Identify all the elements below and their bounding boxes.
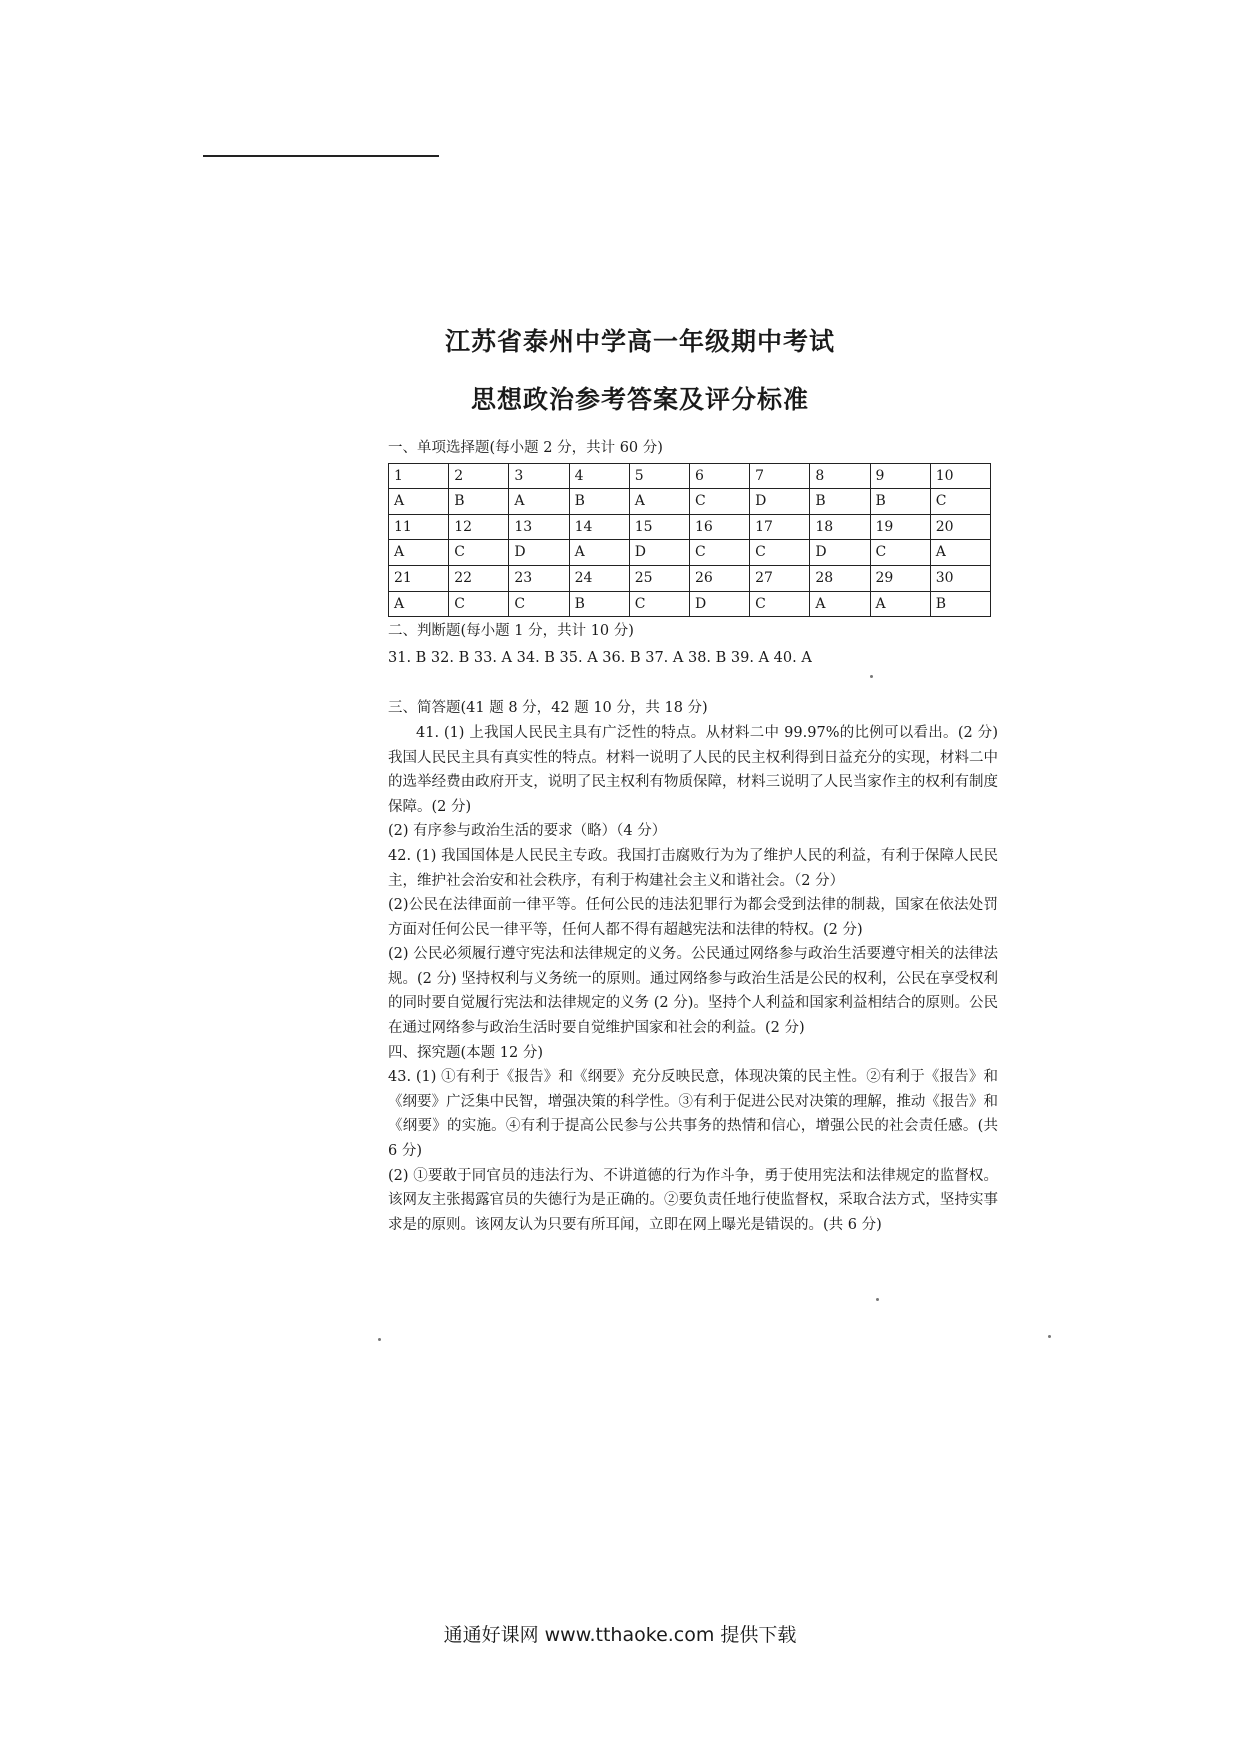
scan-speck xyxy=(378,1338,381,1341)
question-number-cell: 6 xyxy=(689,463,749,489)
answer-cell: A xyxy=(389,591,449,617)
question-number-cell: 11 xyxy=(389,514,449,540)
answer-cell: A xyxy=(870,591,930,617)
answer-cell: C xyxy=(750,540,810,566)
q43-part1: 43. (1) ①有利于《报告》和《纲要》充分反映民意，体现决策的民主性。②有利于《报告》和《纲要》广泛集中民智，增强决策的科学性。③有利于促进公民对决策的理解，推动《报告》和《纲要》的实施。④有利于提高公民参与公共事务的热情和信心，增强公民的社会责任感。(共 6 分) xyxy=(388,1069,998,1160)
q42-part1: 42. (1) 我国国体是人民民主专政。我国打击腐败行为为了维护人民的利益，有利于保障人民民主，维护社会治安和社会秩序，有利于构建社会主义和谐社会。（2 分） xyxy=(388,847,998,889)
scan-speck xyxy=(1048,1335,1051,1338)
judgement-answers: 31. B 32. B 33. A 34. B 35. A 36. B 37. A 38. B 39. A 40. A xyxy=(388,649,812,666)
question-number-cell: 29 xyxy=(870,565,930,591)
question-number-cell: 21 xyxy=(389,565,449,591)
answer-cell: D xyxy=(810,540,870,566)
answer-cell: C xyxy=(750,591,810,617)
question-number-cell: 23 xyxy=(509,565,569,591)
question-number-cell: 24 xyxy=(569,565,629,591)
question-number-cell: 15 xyxy=(629,514,689,540)
answer-cell: A xyxy=(389,489,449,515)
question-number-cell: 3 xyxy=(509,463,569,489)
question-number-cell: 5 xyxy=(629,463,689,489)
table-row xyxy=(389,489,991,515)
scan-speck xyxy=(870,675,873,678)
scan-speck xyxy=(876,1298,879,1301)
answer-cell: B xyxy=(449,489,509,515)
table-row xyxy=(389,565,991,591)
question-number-cell: 4 xyxy=(569,463,629,489)
question-number-cell: 17 xyxy=(750,514,810,540)
q41-part2: (2) 有序参与政治生活的要求（略）（4 分） xyxy=(388,823,667,840)
question-number-cell: 13 xyxy=(509,514,569,540)
answer-cell: B xyxy=(569,489,629,515)
answer-cell: D xyxy=(629,540,689,566)
answer-content xyxy=(388,436,998,1237)
answer-cell: B xyxy=(569,591,629,617)
answer-cell: C xyxy=(449,540,509,566)
q43-part2: (2) ①要敢于同官员的违法行为、不讲道德的行为作斗争，勇于使用宪法和法律规定的监督权。该网友主张揭露官员的失德行为是正确的。②要负责任地行使监督权，采取合法方式，坚持实事求是的原则。该网友认为只要有所耳闻，立即在网上曝光是错误的。(共 6 分) xyxy=(388,1167,998,1233)
section1-heading: 一、单项选择题(每小题 2 分，共计 60 分) xyxy=(388,440,663,456)
q41-part1: 41. (1) 上我国人民民主具有广泛性的特点。从材料二中 99.97%的比例可以看出。(2 分)我国人民民主具有真实性的特点。材料一说明了人民的民主权利得到日益充分的实现，材料二中的选举经费由政府开支，说明了民主权利有物质保障，材料三说明了人民当家作主的权利有制度保障。(2 分) xyxy=(388,724,998,815)
section4-heading: 四、探究题(本题 12 分) xyxy=(388,1044,543,1061)
question-number-cell: 9 xyxy=(870,463,930,489)
answer-cell: A xyxy=(509,489,569,515)
section2-heading: 二、判断题(每小题 1 分，共计 10 分) xyxy=(388,623,634,640)
footer-source: 通通好课网 www.tthaoke.com 提供下载 xyxy=(443,1624,797,1646)
answer-cell: C xyxy=(689,489,749,515)
answer-cell: A xyxy=(810,591,870,617)
choice-answer-table xyxy=(388,463,991,618)
answer-cell: B xyxy=(870,489,930,515)
answer-cell: C xyxy=(509,591,569,617)
question-number-cell: 19 xyxy=(870,514,930,540)
exam-title: 江苏省泰州中学高一年级期中考试 xyxy=(444,327,835,356)
question-number-cell: 12 xyxy=(449,514,509,540)
question-number-cell: 18 xyxy=(810,514,870,540)
question-number-cell: 25 xyxy=(629,565,689,591)
answer-cell: B xyxy=(810,489,870,515)
question-number-cell: 30 xyxy=(930,565,990,591)
question-number-cell: 16 xyxy=(689,514,749,540)
question-number-cell: 10 xyxy=(930,463,990,489)
q42-part2: (2)公民在法律面前一律平等。任何公民的违法犯罪行为都会受到法律的制裁，国家在依法处罚方面对任何公民一律平等，任何人都不得有超越宪法和法律的特权。(2 分) xyxy=(388,897,998,938)
table-row xyxy=(389,514,991,540)
answer-cell: A xyxy=(569,540,629,566)
question-number-cell: 28 xyxy=(810,565,870,591)
answer-cell: A xyxy=(629,489,689,515)
question-number-cell: 22 xyxy=(449,565,509,591)
question-number-cell: 14 xyxy=(569,514,629,540)
exam-subtitle: 思想政治参考答案及评分标准 xyxy=(470,385,809,414)
answer-cell: B xyxy=(930,591,990,617)
answer-cell: D xyxy=(689,591,749,617)
answer-cell: C xyxy=(930,489,990,515)
top-rule xyxy=(203,155,439,157)
answer-cell: C xyxy=(689,540,749,566)
question-number-cell: 2 xyxy=(449,463,509,489)
answer-cell: A xyxy=(930,540,990,566)
question-number-cell: 7 xyxy=(750,463,810,489)
answer-cell: A xyxy=(389,540,449,566)
answer-cell: C xyxy=(449,591,509,617)
question-number-cell: 8 xyxy=(810,463,870,489)
table-row xyxy=(389,591,991,617)
question-number-cell: 1 xyxy=(389,463,449,489)
question-number-cell: 26 xyxy=(689,565,749,591)
table-row xyxy=(389,540,991,566)
question-number-cell: 20 xyxy=(930,514,990,540)
q42-part3: (2) 公民必须履行遵守宪法和法律规定的义务。公民通过网络参与政治生活要遵守相关的法律法规。(2 分) 坚持权利与义务统一的原则。通过网络参与政治生活是公民的权利，公民在享受权利的同时要自觉履行宪法和法律规定的义务 (2 分)。坚持个人利益和国家利益相结合的原则。公民在通过网络参与政治生活时要自觉维护国家和社会的利益。(2 分) xyxy=(388,946,998,1037)
answer-cell: D xyxy=(750,489,810,515)
section3-heading: 三、简答题(41 题 8 分，42 题 10 分，共 18 分) xyxy=(388,700,708,717)
answer-cell: C xyxy=(870,540,930,566)
question-number-cell: 27 xyxy=(750,565,810,591)
answer-cell: D xyxy=(509,540,569,566)
answer-cell: C xyxy=(629,591,689,617)
table-row xyxy=(389,463,991,489)
